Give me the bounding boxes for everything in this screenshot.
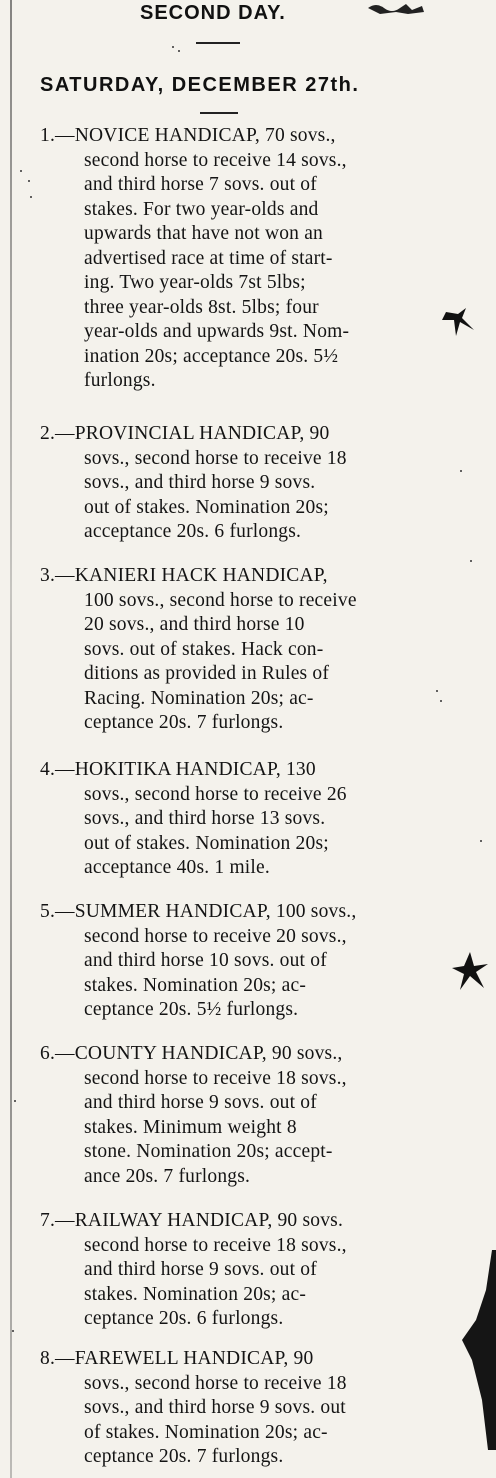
heading-divider [196, 42, 240, 44]
race-text-line: ceptance 20s. 5½ furlongs. [84, 999, 299, 1020]
race-text-line: sovs., and third horse 9 sovs. [84, 472, 316, 493]
race-title-line: 6.—COUNTY HANDICAP, 90 sovs., [40, 1043, 343, 1064]
race-text-line: and third horse 7 sovs. out of [84, 174, 317, 195]
race-text-line: and third horse 10 sovs. out of [84, 950, 327, 971]
race-text-line: sovs., second horse to receive 18 [84, 1372, 347, 1394]
ink-blot-artifact [448, 946, 492, 996]
race-text-line: out of stakes. Nomination 20s; [84, 832, 329, 854]
race-text-line: ceptance 20s. 6 furlongs. [84, 1308, 284, 1329]
race-text-line: upwards that have not won an [84, 223, 324, 244]
race-text-line: second horse to receive 20 sovs., [84, 925, 347, 947]
race-text-line: second horse to receive 14 sovs., [84, 149, 347, 171]
race-text-line: ditions as provided in Rules of [84, 663, 330, 684]
date-divider [200, 112, 238, 114]
race-text-line: second horse to receive 18 sovs., [84, 1234, 347, 1256]
column-rule [10, 0, 12, 1478]
race-text-line: Racing. Nomination 20s; ac- [84, 687, 314, 709]
race-entry-5 [40, 900, 430, 1023]
race-text-line: sovs., second horse to receive 18 [84, 447, 347, 469]
race-entry-6 [40, 1042, 430, 1189]
race-text-line: stakes. Nomination 20s; ac- [84, 974, 307, 996]
race-text-line: and third horse 9 sovs. out of [84, 1092, 317, 1113]
print-speck [440, 700, 442, 702]
race-title-line: 2.—PROVINCIAL HANDICAP, 90 [40, 423, 330, 444]
print-speck [436, 690, 438, 692]
race-entry-8 [40, 1347, 430, 1470]
ink-blot-artifact [440, 290, 480, 350]
race-entry-4 [40, 758, 430, 881]
race-text-line: stone. Nomination 20s; accept- [84, 1141, 333, 1162]
race-text-line: stakes. Minimum weight 8 [84, 1116, 297, 1138]
race-entry-7 [40, 1209, 430, 1332]
print-speck [172, 46, 174, 48]
race-text-line: year-olds and upwards 9st. Nom- [84, 321, 350, 342]
race-date-heading: SATURDAY, DECEMBER 27th. [40, 74, 360, 96]
race-text-line: out of stakes. Nomination 20s; [84, 496, 329, 518]
race-text-line: ance 20s. 7 furlongs. [84, 1165, 251, 1187]
race-text-line: sovs., second horse to receive 26 [84, 783, 347, 805]
race-title-line: 1.—NOVICE HANDICAP, 70 sovs., [40, 125, 336, 146]
print-speck [30, 196, 32, 198]
race-text-line: ceptance 20s. 7 furlongs. [84, 712, 284, 733]
race-text-line: sovs. out of stakes. Hack con- [84, 638, 324, 660]
race-title-line: 7.—RAILWAY HANDICAP, 90 sovs. [40, 1210, 344, 1231]
print-speck [20, 170, 22, 172]
race-text-line: furlongs. [84, 370, 156, 391]
race-text-line: sovs., and third horse 9 sovs. out [84, 1397, 346, 1418]
section-heading: SECOND DAY. [140, 2, 286, 24]
race-text-line: advertised race at time of start- [84, 247, 333, 269]
print-speck [14, 1100, 16, 1102]
race-title-line: 3.—KANIERI HACK HANDICAP, [40, 565, 328, 586]
race-title-line: 4.—HOKITIKA HANDICAP, 130 [40, 759, 316, 780]
print-speck [460, 470, 462, 472]
race-text-line: 100 sovs., second horse to receive [84, 589, 357, 611]
race-entry-1 [40, 124, 430, 394]
smudge-artifact [366, 0, 426, 18]
race-text-line: sovs., and third horse 13 sovs. [84, 808, 326, 829]
torn-edge-artifact [452, 1250, 496, 1450]
race-text-line: ination 20s; acceptance 20s. 5½ [84, 345, 339, 367]
race-entry-3 [40, 564, 430, 736]
race-text-line: ing. Two year-olds 7st 5lbs; [84, 272, 306, 293]
race-title-line: 5.—SUMMER HANDICAP, 100 sovs., [40, 901, 357, 922]
race-text-line: stakes. For two year-olds and [84, 198, 319, 220]
race-text-line: second horse to receive 18 sovs., [84, 1067, 347, 1089]
race-text-line: acceptance 40s. 1 mile. [84, 857, 270, 878]
race-text-line: acceptance 20s. 6 furlongs. [84, 521, 302, 542]
print-speck [178, 50, 180, 52]
race-text-line: ceptance 20s. 7 furlongs. [84, 1446, 284, 1467]
print-speck [480, 840, 482, 842]
race-text-line: of stakes. Nomination 20s; ac- [84, 1421, 328, 1443]
race-title-line: 8.—FAREWELL HANDICAP, 90 [40, 1348, 314, 1369]
race-entry-2 [40, 422, 430, 545]
print-speck [470, 560, 472, 562]
race-text-line: 20 sovs., and third horse 10 [84, 614, 305, 635]
race-text-line: three year-olds 8st. 5lbs; four [84, 296, 319, 318]
print-speck [12, 1330, 14, 1332]
race-text-line: and third horse 9 sovs. out of [84, 1259, 317, 1280]
race-text-line: stakes. Nomination 20s; ac- [84, 1283, 307, 1305]
print-speck [28, 180, 30, 182]
